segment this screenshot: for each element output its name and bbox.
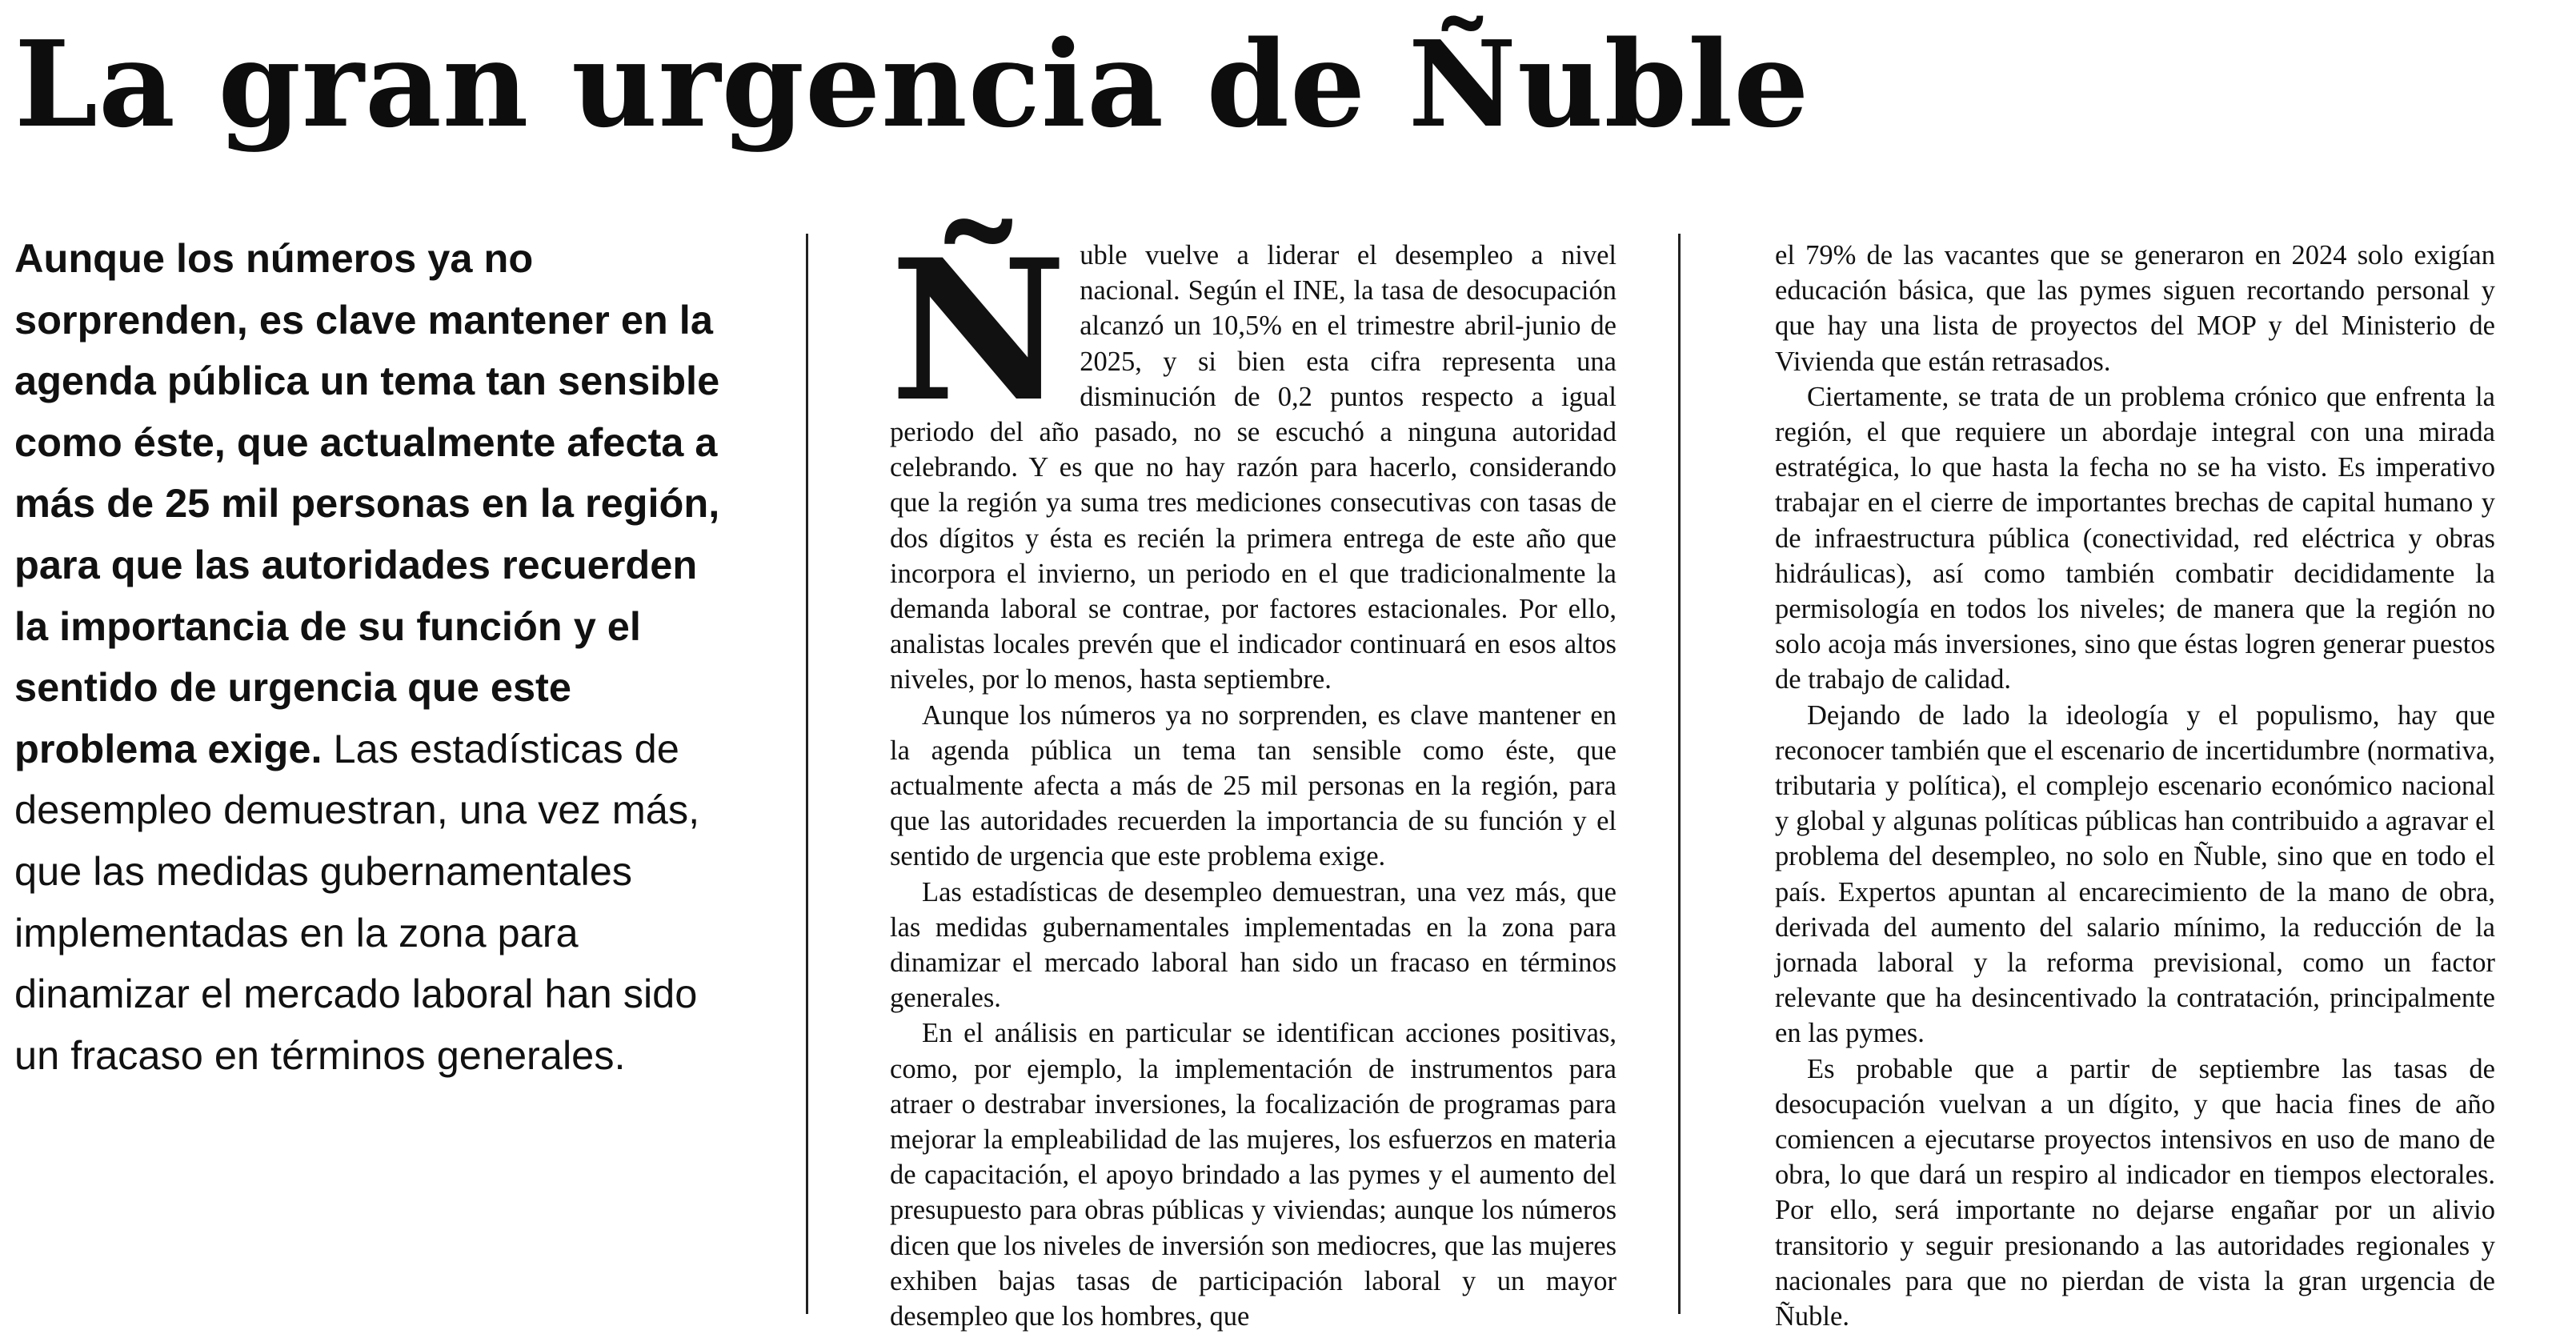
body-paragraph: Es probable que a partir de septiembre las tasas de desocupación vuelvan a un dígito, y que hacia fines de año comiencen a ejecutarse proyectos intensivos en uso de mano de obra, lo que dará un respiro al indicador en tiempos electorales. Por ello, será importante no dejarse engañar por un alivio transitorio y seguir presionando a las autoridades regionales y nacionales para que no pierdan de vista la gran urgencia de Ñuble. (1775, 1053, 2495, 1332)
body-paragraph: el 79% de las vacantes que se generaron en 2024 solo exigían educación básica, que las pymes siguen recortando personal y que hay una lista de proyectos del MOP y del Ministerio de Vivienda que están retrasados. (1775, 240, 2495, 377)
body-paragraph (890, 218, 1617, 698)
column-divider-left (806, 234, 808, 1314)
body-paragraph: Dejando de lado la ideología y el populismo, hay que reconocer también que el escenario de incertidumbre (normativa, tributaria y política), el complejo escenario económico nacional y global y algunas políticas públicas han contribuido a agravar el problema del desempleo, no solo en Ñuble, sino que en todo el país. Expertos apuntan al encarecimiento de la mano de obra, derivada del aumento del salario mínimo, la reducción de la jornada laboral y la reforma previsional, como un factor relevante que ha desincentivado la contratación, principalmente en las pymes. (1775, 699, 2495, 1049)
lead-paragraph (14, 228, 723, 1086)
body-paragraph: Las estadísticas de desempleo demuestran, una vez más, que las medidas gubernamentales implementadas en la zona para dinamizar el mercado laboral han sido un fracaso en términos generales. (890, 876, 1617, 1014)
body-paragraph: Ciertamente, se trata de un problema crónico que enfrenta la región, el que requiere un abordaje integral con una mirada estratégica, lo que hasta la fecha no se ha visto. Es imperativo trabajar en el cierre de importantes brechas de capital humano y de infraestructura pública (conectividad, red eléctrica y obras hidráulicas), así como también combatir decididamente la permisología en todos los niveles; de manera que la región no solo acoja más inversiones, sino que éstas logren generar puestos de trabajo de calidad. (1775, 381, 2495, 695)
drop-cap: Ñ (890, 218, 1068, 445)
body-paragraph-text: uble vuelve a liderar el desempleo a nivel nacional. Según el INE, la tasa de desocupación alcanzó un 10,5% en el trimestre abril-junio de 2025, y si bien esta cifra representa una disminución de 0,2 puntos respecto a igual periodo del año pasado, no se escuchó a ninguna autoridad celebrando. Y es que no hay razón para hacerlo, considerando que la región ya suma tres mediciones consecutivas con tasas de dos dígitos y ésta es recién la primera entrega de este año que incorpora el invierno, un periodo en el que tradicionalmente la demanda laboral se contrae, por factores estacionales. Por ello, analistas locales prevén que el indicador continuará en esos altos niveles, por lo menos, hasta septiembre. (890, 240, 1617, 695)
lead-bold-text: Aunque los números ya no sorprenden, es clave mantener en la agenda pública un tema tan sensible como éste, que actualmente afecta a más de 25 mil personas en la región, para que las autoridades recuerden la importancia de su función y el sentido de urgencia que este problema exige. (14, 235, 720, 771)
body-column-2 (1775, 238, 2495, 1334)
headline: La gran urgencia de Ñuble (14, 14, 1810, 154)
body-paragraph: Aunque los números ya no sorprenden, es clave mantener en la agenda pública un tema tan sensible como éste, que actualmente afecta a más de 25 mil personas en la región, para que las autoridades recuerden la importancia de su función y el sentido de urgencia que este problema exige. (890, 699, 1617, 872)
column-divider-right (1678, 234, 1681, 1314)
body-column-1 (890, 218, 1617, 1334)
body-paragraph: En el análisis en particular se identifican acciones positivas, como, por ejemplo, la implementación de instrumentos para atraer o destrabar inversiones, la focalización de programas para mejorar la empleabilidad de las mujeres, los esfuerzos en materia de capacitación, el apoyo brindado a las pymes y el aumento del presupuesto para obras públicas y viviendas; aunque los números dicen que los niveles de inversión son mediocres, que las mujeres exhiben bajas tasas de participación laboral y un mayor desempleo que los hombres, que (890, 1018, 1617, 1332)
lead-regular-text: Las estadísticas de desempleo demuestran, una vez más, que las medidas gubernamentales implementadas en la zona para dinamizar el mercado laboral han sido un fracaso en términos generales. (14, 725, 700, 1078)
